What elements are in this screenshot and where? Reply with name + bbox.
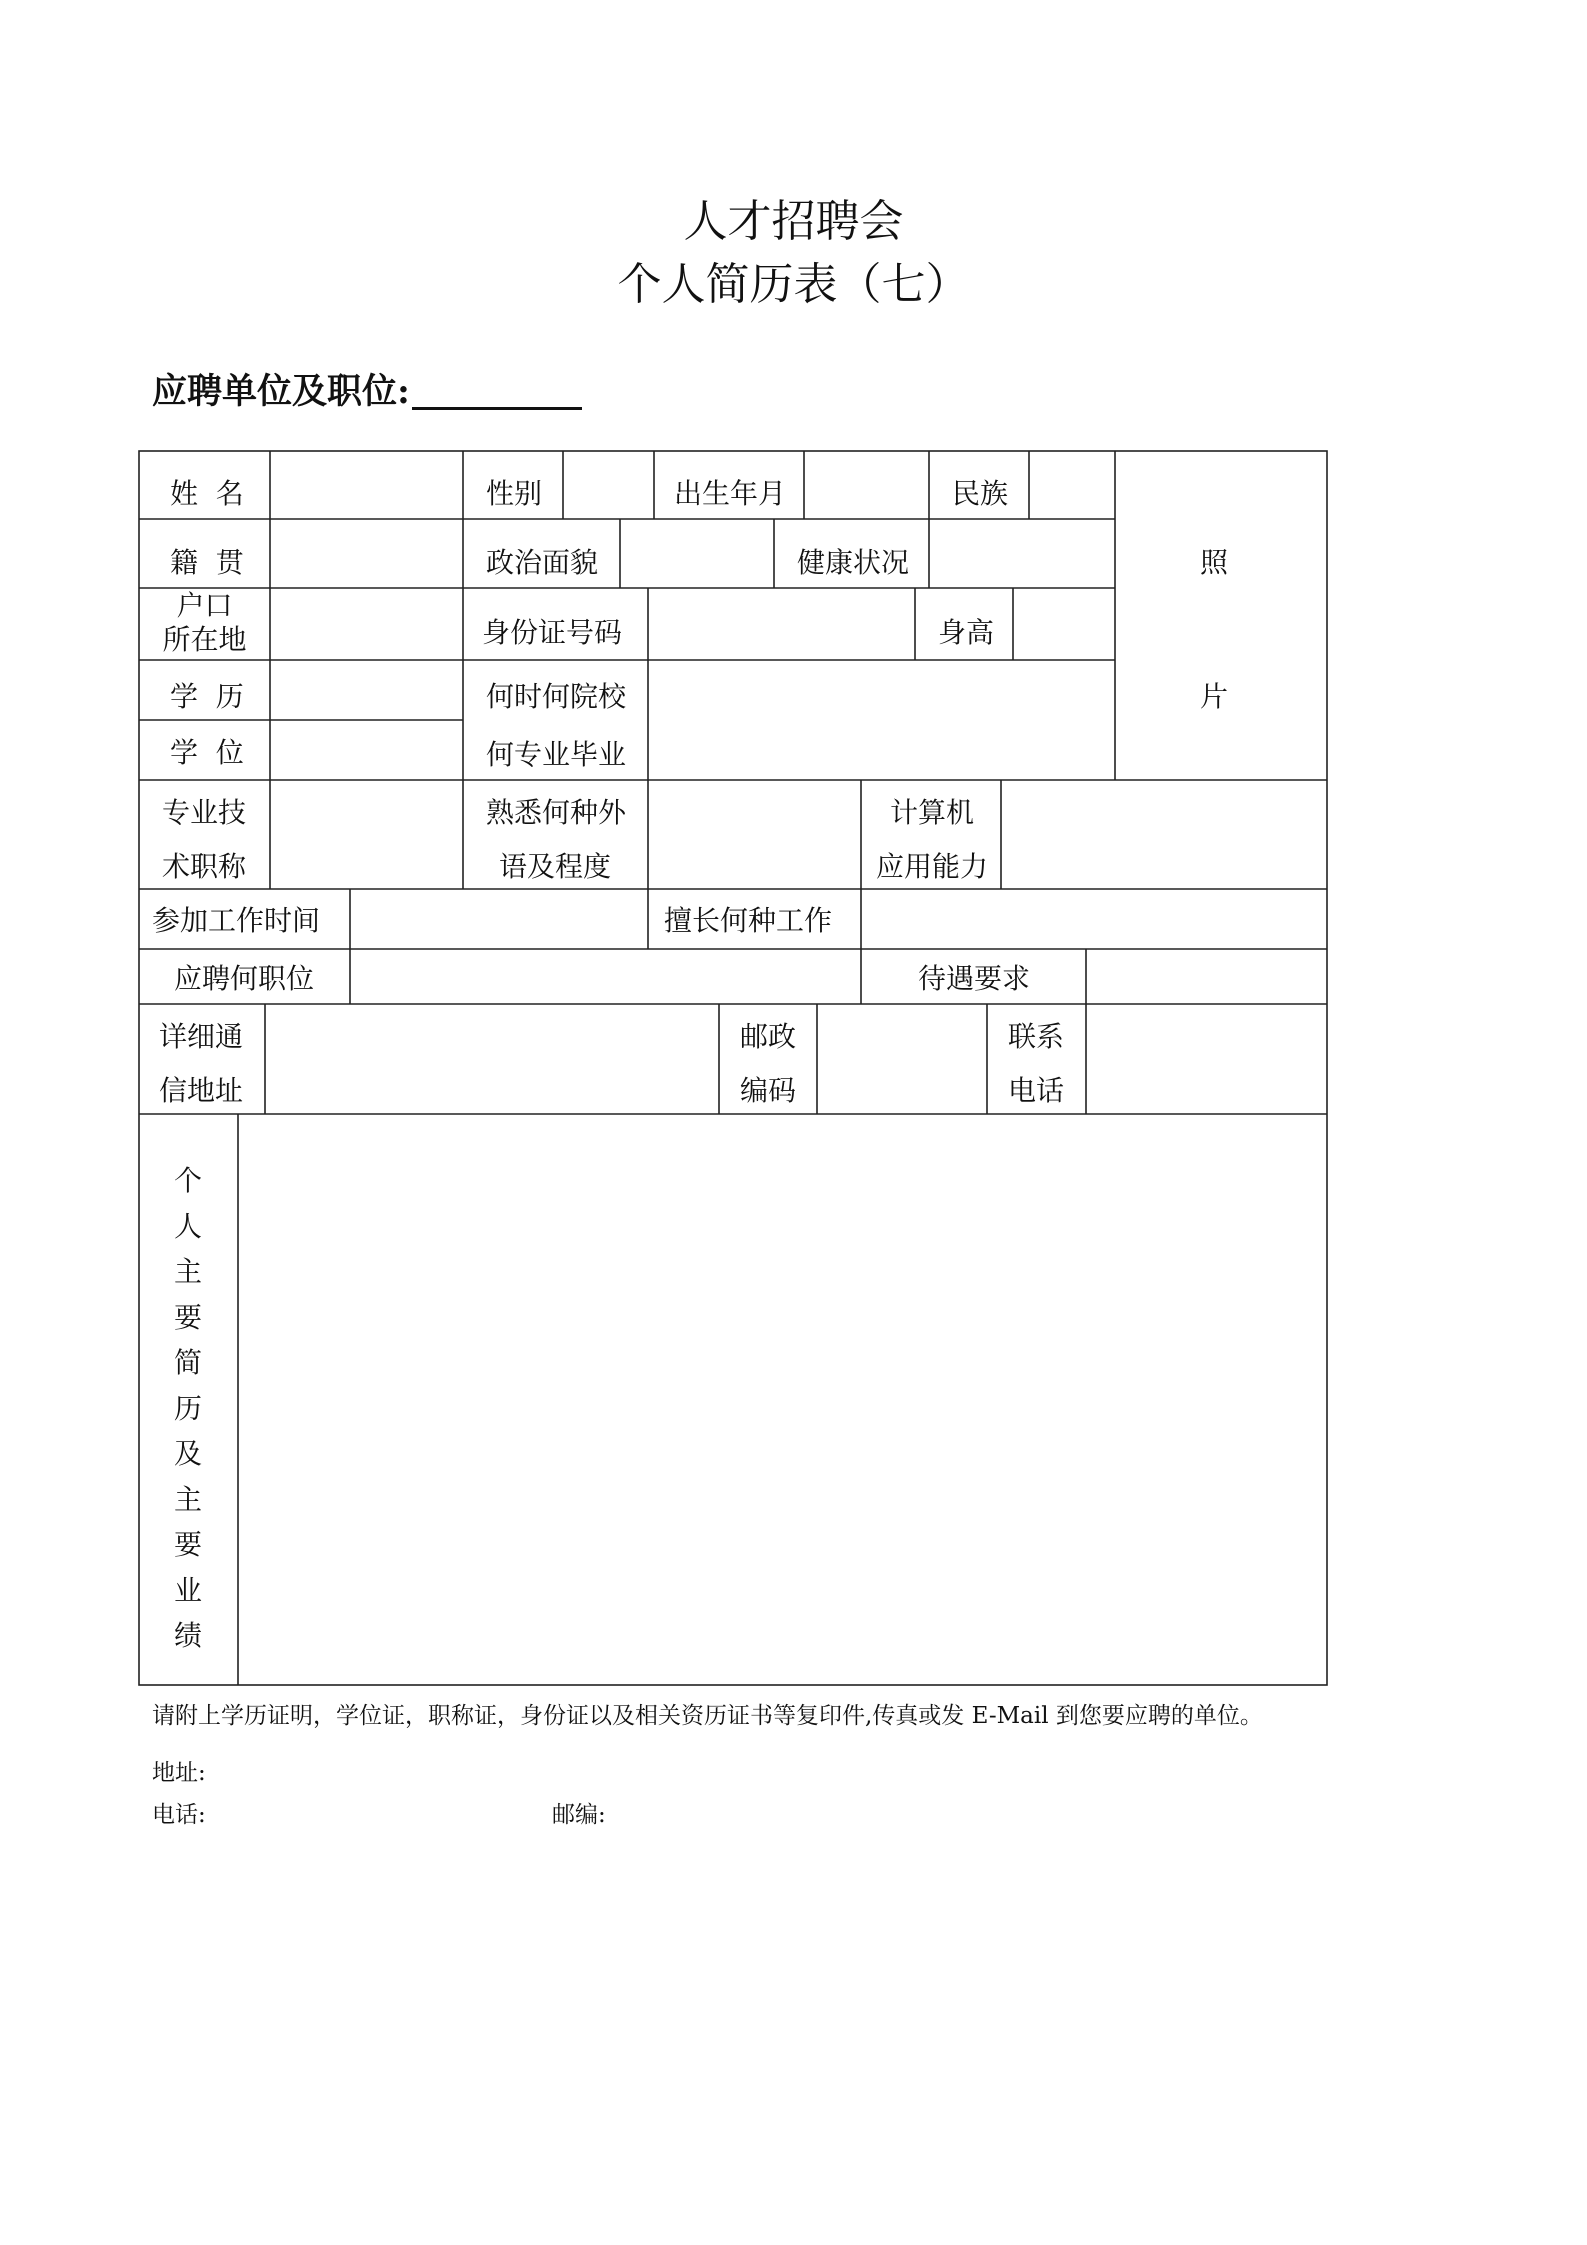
- position-input[interactable]: [351, 950, 860, 1003]
- ethnicity-input[interactable]: [1030, 452, 1114, 518]
- label-address-2: 信地址: [159, 1074, 244, 1107]
- label-photo-1: 照: [1200, 546, 1229, 579]
- id-number-input[interactable]: [649, 589, 914, 659]
- professional-title-input[interactable]: [271, 781, 462, 888]
- attachment-note: 请附上学历证明，学位证，职称证，身份证以及相关资历证书等复印件,传真或发 E-Mail 到您要应聘的单位。: [152, 1703, 1263, 1729]
- label-postal-1: 邮政: [740, 1020, 797, 1053]
- birth-input[interactable]: [805, 452, 928, 518]
- degree-input[interactable]: [271, 721, 462, 779]
- resume-char: 简: [173, 1346, 202, 1379]
- label-political: 政治面貌: [486, 546, 599, 579]
- resume-char: 主: [173, 1482, 202, 1516]
- label-language-2: 语及程度: [499, 850, 612, 883]
- label-work-start: 参加工作时间: [152, 904, 321, 937]
- label-graduation-2: 何专业毕业: [486, 738, 627, 771]
- label-health: 健康状况: [797, 546, 910, 579]
- label-language-1: 熟悉何种外: [486, 796, 627, 829]
- label-computer-1: 计算机: [890, 796, 975, 829]
- graduation-input[interactable]: [649, 661, 1114, 779]
- postal-code-input[interactable]: [818, 1005, 986, 1113]
- title-line-2: 个人简历表（七）: [617, 259, 970, 310]
- label-specialty: 擅长何种工作: [664, 904, 833, 937]
- label-salary: 待遇要求: [918, 962, 1031, 995]
- hukou-input[interactable]: [271, 589, 462, 659]
- footer-postcode-label: 邮编:: [552, 1802, 606, 1828]
- label-photo-2: 片: [1200, 680, 1229, 713]
- label-hukou-1: 户口: [176, 589, 233, 622]
- label-education: 学 历: [170, 680, 244, 713]
- apply-position-field: [152, 367, 582, 417]
- political-input[interactable]: [621, 520, 773, 587]
- language-input[interactable]: [649, 781, 860, 888]
- address-input[interactable]: [266, 1005, 718, 1113]
- resume-char: 历: [173, 1391, 202, 1425]
- footer-phone-label: 电话:: [152, 1802, 206, 1828]
- label-resume-vertical: [172, 1158, 204, 1659]
- label-origin: 籍 贯: [170, 546, 244, 579]
- label-graduation-1: 何时何院校: [486, 680, 627, 713]
- origin-input[interactable]: [271, 520, 462, 587]
- label-phone-1: 联系: [1008, 1020, 1065, 1053]
- resume-char: 绩: [173, 1619, 202, 1652]
- label-degree: 学 位: [170, 736, 244, 769]
- resume-char: 人: [173, 1209, 202, 1243]
- work-start-input[interactable]: [351, 890, 647, 948]
- label-name: 姓 名: [170, 477, 244, 510]
- resume-char: 业: [173, 1573, 202, 1607]
- label-position: 应聘何职位: [174, 962, 315, 995]
- apply-position-blank[interactable]: [412, 367, 582, 410]
- resume-input[interactable]: [239, 1115, 1326, 1684]
- salary-input[interactable]: [1087, 950, 1326, 1003]
- label-postal-2: 编码: [740, 1074, 797, 1107]
- specialty-input[interactable]: [862, 890, 1326, 948]
- title-line-1: 人才招聘会: [683, 196, 904, 247]
- label-birth: 出生年月: [674, 477, 787, 510]
- footer-address-label: 地址:: [152, 1760, 206, 1786]
- label-id-number: 身份证号码: [482, 616, 623, 649]
- computer-skill-input[interactable]: [1002, 781, 1326, 888]
- gender-input[interactable]: [564, 452, 653, 518]
- label-ethnicity: 民族: [952, 477, 1009, 510]
- education-input[interactable]: [271, 661, 462, 719]
- height-input[interactable]: [1014, 589, 1114, 659]
- resume-char: 要: [173, 1300, 202, 1334]
- label-hukou-2: 所在地: [162, 623, 247, 656]
- label-address-1: 详细通: [159, 1020, 244, 1053]
- photo-box[interactable]: [1116, 452, 1326, 779]
- resume-char: 要: [173, 1528, 202, 1561]
- phone-input[interactable]: [1087, 1005, 1326, 1113]
- label-computer-2: 应用能力: [876, 850, 989, 883]
- name-input[interactable]: [271, 452, 462, 518]
- health-input[interactable]: [930, 520, 1114, 587]
- label-gender: 性别: [486, 477, 543, 510]
- resume-char: 主: [173, 1255, 202, 1288]
- label-professional-title-2: 术职称: [162, 850, 247, 883]
- resume-char: 个: [173, 1164, 202, 1197]
- apply-position-label: 应聘单位及职位:: [152, 371, 410, 412]
- label-height: 身高: [938, 616, 995, 649]
- label-professional-title-1: 专业技: [162, 796, 247, 829]
- resume-char: 及: [173, 1437, 202, 1470]
- label-phone-2: 电话: [1008, 1074, 1065, 1107]
